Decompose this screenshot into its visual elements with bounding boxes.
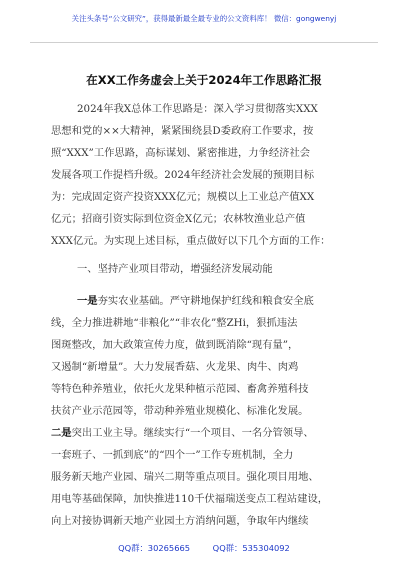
paragraph-line: 又遏制“新增量”。大力发展香菇、火龙果、肉牛、肉鸡 bbox=[51, 361, 299, 373]
paragraph-line: 图斑整改，加大政策宣传力度，做到既消除“现有量”， bbox=[51, 339, 299, 351]
header-banner: 关注头条号“公文研究”，获得最新最全最专业的公文资料库！ 微信：gongwenyj bbox=[71, 14, 337, 23]
item-lead: 二是 bbox=[51, 427, 72, 439]
paragraph-line: 等特色种养殖业，依托火龙果种植示范园、畜禽养殖科技 bbox=[51, 383, 309, 395]
header-divider bbox=[30, 42, 378, 43]
item-lead: 一是 bbox=[77, 295, 98, 307]
paragraph-line: 扶贫产业示范园等，带动种养殖业规模化、标准化发展。 bbox=[51, 405, 309, 417]
item-text: 夯实农业基础。严守耕地保护红线和粮食安全底 bbox=[97, 295, 314, 307]
paragraph-line: 为：完成固定资产投资XXX亿元；规模以上工业总产值XX bbox=[51, 191, 315, 203]
paragraph-line: 向上对接协调新天地产业园土方消纳问题，争取年内继续 bbox=[51, 515, 309, 527]
section-heading: 一、坚持产业项目带动，增强经济发展动能 bbox=[77, 263, 273, 275]
paragraph-line bbox=[51, 422, 359, 444]
footer-qq-group-2: QQ群：535304092 bbox=[212, 543, 290, 553]
paragraph-line bbox=[51, 290, 359, 312]
paragraph-line: 思想和党的××大精神，紧紧围绕县D委政府工作要求，按 bbox=[51, 125, 314, 137]
footer-qq-group-1: QQ群：30265665 bbox=[118, 543, 191, 553]
paragraph-line: 2024年我X总体工作思路是：深入学习贯彻落实XXX bbox=[77, 103, 318, 115]
item-text: 突出工业主导。继续实行“一个项目、一名分管领导、 bbox=[71, 427, 314, 439]
paragraph-line: 线，全力推进耕地“非粮化”“非农化”整ZHi，狠抓违法 bbox=[51, 317, 298, 329]
paragraph-line: 服务新天地产业园、瑞兴二期等重点项目。强化项目用地、 bbox=[51, 471, 319, 483]
paragraph-line: 照“XXX”工作思路，高标谋划、紧密推进，力争经济社会 bbox=[51, 147, 311, 159]
paragraph-line: 一套班子、一抓到底”的“四个一”工作专班机制，全力 bbox=[51, 449, 294, 461]
paragraph-line: XXX亿元。为实现上述目标，重点做好以下几个方面的工作： bbox=[51, 235, 331, 247]
document-title: 在XX工作务虚会上关于2024年工作思路汇报 bbox=[86, 73, 322, 87]
paragraph-line: 用电等基础保障，加快推进110千伏福瑞送变点工程站建设， bbox=[51, 493, 329, 505]
paragraph-line: 亿元；招商引资实际到位资金X亿元；农林牧渔业总产值 bbox=[51, 213, 306, 225]
footer bbox=[0, 542, 408, 572]
document-body bbox=[51, 98, 359, 532]
paragraph-line: 发展各项工作提档升级。2024年经济社会发展的预期目标 bbox=[51, 169, 315, 181]
